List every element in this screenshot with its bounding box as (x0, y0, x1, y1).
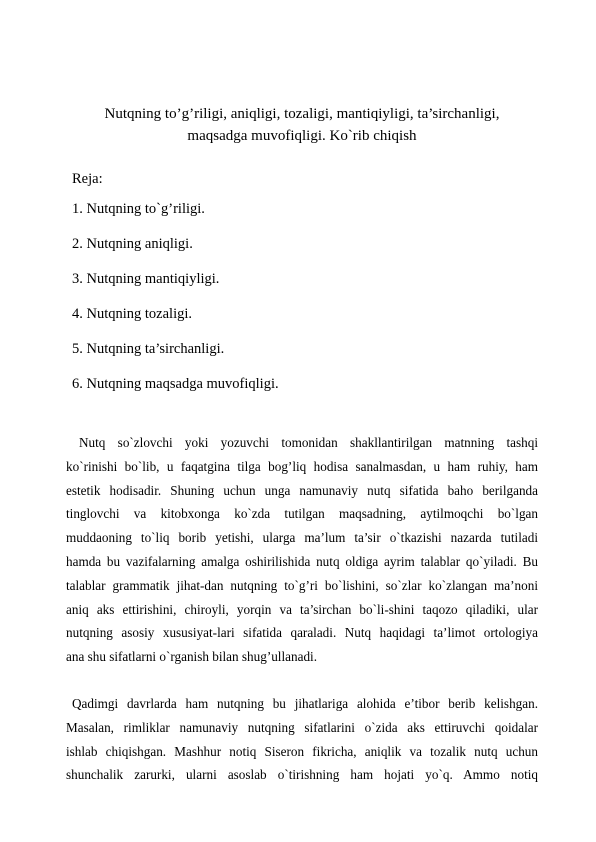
paragraph-line: ishlab chiqishgan. Mashhur notiq Siseron fikricha, aniqlik va tozalik nutq uchun (66, 743, 538, 759)
paragraph-line: aniq aks ettirishini, chiroyli, yorqin va ta’sirchan bo`li-shini taqozo qiladiki, ular (66, 601, 538, 617)
paragraph-line: estetik hodisadir. Shuning uchun unga namunaviy nutq sifatida baho berilganda (66, 482, 538, 498)
paragraph-line: Masalan, rimliklar namunaviy nutqning sifatlarini o`zida aks ettiruvchi qoidalar (66, 719, 538, 735)
paragraph-line: muddaoning to`liq borib yetishi, ularga ma’lum ta’sir o`tkazishi nazarda tutiladi (66, 530, 538, 546)
paragraph-line: Qadimgi davrlarda ham nutqning bu jihatlariga alohida e’tibor berib kelishgan. (72, 696, 538, 711)
paragraph-line: shunchalik zarurki, ularni asoslab o`tirishning ham hojati yo`q. Ammo notiq (66, 767, 538, 783)
paragraph-line: ko`rinishi bo`lib, u faqatgina tilga bog’liq hodisa sanalmasdan, u ham ruhiy, ham (66, 458, 538, 474)
plan-list (72, 200, 279, 410)
paragraph-line: Nutq so`zlovchi yoki yozuvchi tomonidan shakllantirilgan matnning tashqi (79, 435, 538, 450)
plan-label: Reja: (72, 171, 103, 187)
paragraph-line: hamda bu vazifalarning amalga oshirilishida nutq oldiga ayrim talablar qo`yiladi. Bu (66, 553, 538, 569)
paragraph-1 (66, 431, 538, 669)
paragraph-line: talablar grammatik jihat-dan nutqning to`g’ri bo`lishini, so`zlar ko`zlangan ma’noni (66, 577, 538, 593)
plan-item: 6. Nutqning maqsadga muvofiqligi. (72, 376, 279, 392)
document-title (66, 103, 538, 147)
plan-item: 3. Nutqning mantiqiyligi. (72, 271, 220, 287)
paragraph-line: ana shu sifatlarni o`rganish bilan shug’ullanadi. (66, 649, 317, 665)
plan-item: 5. Nutqning ta’sirchanligi. (72, 341, 225, 357)
title-line-1: Nutqning to’g’riligi, aniqligi, tozaligi, mantiqiyligi, ta’sirchanligi, (104, 106, 500, 122)
plan-item: 2. Nutqning aniqligi. (72, 236, 193, 252)
plan-item: 4. Nutqning tozaligi. (72, 306, 193, 322)
paragraph-2 (66, 692, 538, 787)
paragraph-line: tinglovchi va kitobxonga ko`zda tutilgan maqsadning, aytilmoqchi bo`lgan (66, 506, 538, 522)
title-line-2: maqsadga muvofiqligi. Ko`rib chiqish (187, 128, 417, 144)
plan-item: 1. Nutqning to`g’riligi. (72, 201, 205, 217)
paragraph-line: nutqning asosiy xususiyat-lari sifatida qaraladi. Nutq haqidagi ta’limot ortologiya (66, 625, 538, 641)
